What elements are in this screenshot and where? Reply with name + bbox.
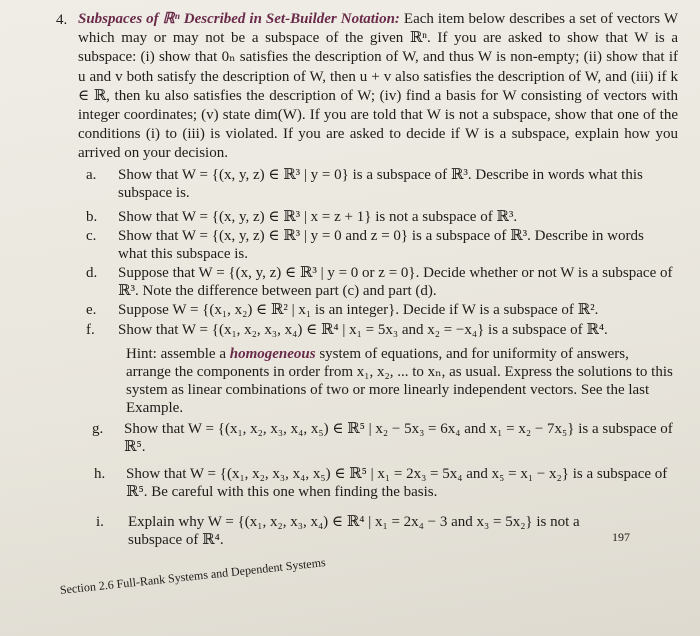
item-text: Show that W = {(x₁, x₂, x₃, x₄, x₅) ∈ ℝ⁵ | x₁ = 2x₃ = 5x₄ and x₅ = x₁ − x₂} is a subspace of ℝ⁵. Be careful with this one when finding the basis. xyxy=(126,466,668,500)
item-e xyxy=(86,301,676,319)
problem-intro xyxy=(78,10,678,164)
item-text: Explain why W = {(x₁, x₂, x₃, x₄) ∈ ℝ⁴ | x₁ = 2x₄ − 3 and x₃ = 5x₂} is not a subspace of ℝ⁴. xyxy=(128,514,580,548)
item-g xyxy=(92,420,674,456)
item-h xyxy=(94,465,674,501)
item-text: Show that W = {(x, y, z) ∈ ℝ³ | y = 0 and z = 0} is a subspace of ℝ³. Describe in words what this subspace is. xyxy=(118,228,644,262)
item-text: Show that W = {(x₁, x₂, x₃, x₄, x₅) ∈ ℝ⁵ | x₂ − 5x₃ = 6x₄ and x₁ = x₂ − 7x₅} is a subspace of ℝ⁵. xyxy=(124,421,673,455)
item-i xyxy=(96,513,598,549)
item-label: a. xyxy=(86,167,97,183)
item-label: h. xyxy=(94,466,106,482)
page-number: 197 xyxy=(612,530,630,544)
item-text: Show that W = {(x, y, z) ∈ ℝ³ | y = 0} is a subspace of ℝ³. Describe in words what this subspace is. xyxy=(118,167,643,201)
item-label: d. xyxy=(86,265,98,281)
section-footer: Section 2.6 Full-Rank Systems and Dependent Systems xyxy=(59,555,327,597)
item-label: g. xyxy=(92,421,104,437)
item-text: Suppose W = {(x₁, x₂) ∈ ℝ² | x₁ is an integer}. Decide if W is a subspace of ℝ². xyxy=(118,302,599,318)
item-text: Show that W = {(x, y, z) ∈ ℝ³ | x = z + 1} is not a subspace of ℝ³. xyxy=(118,209,518,225)
item-label: b. xyxy=(86,209,98,225)
hint-text: Hint: assemble a homogeneous system of equations, and for uniformity of answers, arrange the components in order from x₁, x₂, ... to xₙ, as usual. Express the solutions to this system as linear combinations of two or more linearly independent vectors. See the last Example. xyxy=(126,346,673,416)
hint-emphasis: homogeneous xyxy=(229,346,316,362)
item-a xyxy=(86,166,676,202)
item-text: Show that W = {(x₁, x₂, x₃, x₄) ∈ ℝ⁴ | x₁ = 5x₃ and x₂ = −x₄} is a subspace of ℝ⁴. xyxy=(118,322,608,338)
item-label: e. xyxy=(86,302,97,318)
item-label: f. xyxy=(86,322,95,338)
item-label: c. xyxy=(86,228,97,244)
problem-title: Subspaces of ℝⁿ Described in Set-Builder Notation: xyxy=(78,11,400,27)
item-text: Suppose that W = {(x, y, z) ∈ ℝ³ | y = 0 or z = 0}. Decide whether or not W is a subspace of ℝ³. Note the difference between part (c) and part (d). xyxy=(118,265,673,299)
item-label: i. xyxy=(96,514,104,530)
item-b xyxy=(86,208,676,226)
item-f xyxy=(86,321,676,339)
item-f-hint xyxy=(126,345,676,417)
problem-number: 4. xyxy=(56,12,68,28)
item-c xyxy=(86,227,676,263)
problem-intro-text: Each item below describes a set of vectors W which may or may not be a subspace of the given ℝⁿ. If you are asked to show that W is a subspace: (i) show that 0ₙ satisfies the description of W, and thus W is non-empty; (ii) show that if u and v both satisfy the description of W, then u + v also satisfies the description of W, and (iii) if k ∈ ℝ, then ku also satisfies the description of W; (iv) find a basis for W consisting of vectors with integer coordinates; (v) state dim(W). If you are told that W is not a subspace, show that one of the conditions (i) to (iii) is violated. If you are asked to decide if W is a subspace, explain how you arrived on your decision. xyxy=(78,11,679,162)
item-d xyxy=(86,264,676,300)
